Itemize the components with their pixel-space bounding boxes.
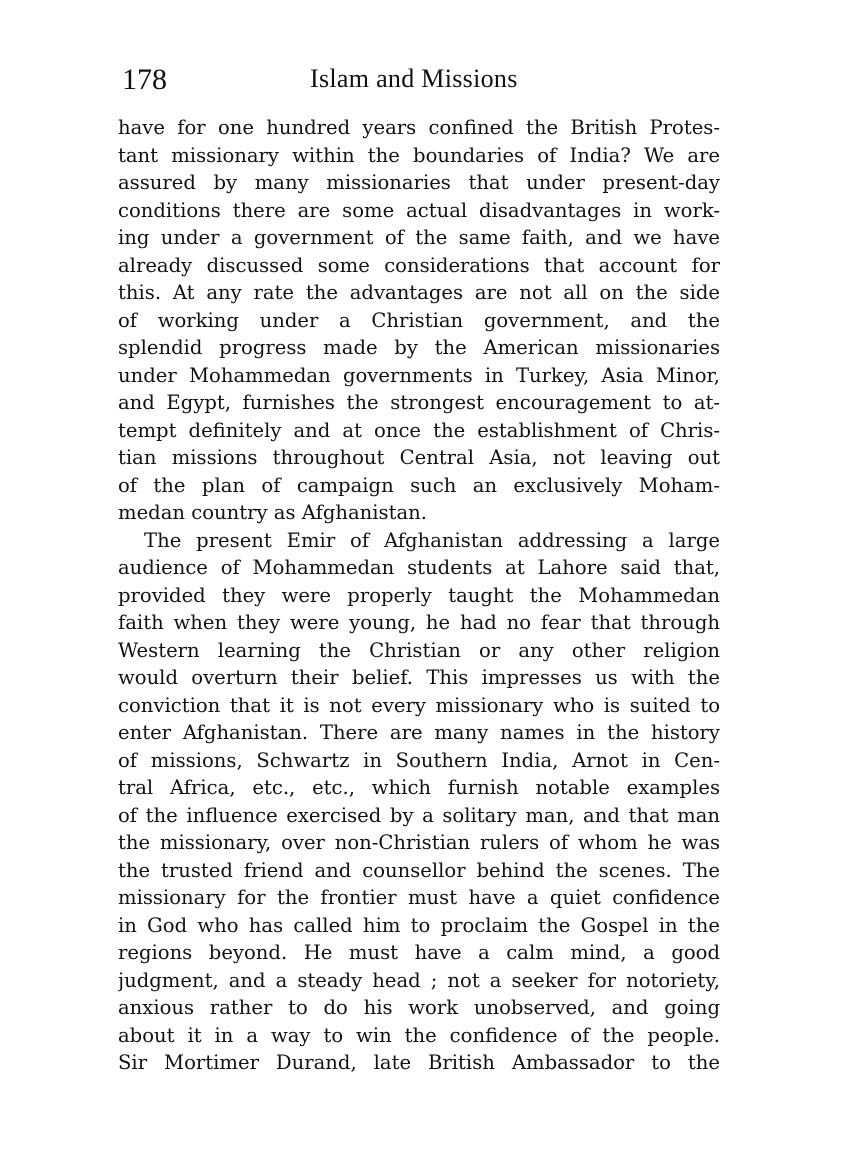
text-line: of missions, Schwartz in Southern India, Arnot in Cen- [118, 748, 720, 772]
text-line: the trusted friend and counsellor behind the scenes. The [118, 858, 720, 882]
text-line: medan country as Afghanistan. [118, 501, 428, 524]
text-line: the missionary, over non-Christian rulers of whom he was [118, 831, 720, 854]
text-line: and Egypt, furnishes the strongest encouragement to at- [118, 391, 720, 414]
text-line: The present Emir of Afghanistan addressing a large [144, 528, 720, 552]
text-line: regions beyond. He must have a calm mind, a good [118, 941, 720, 964]
text-line: faith when they were young, he had no fear that through [118, 611, 720, 634]
text-line: provided they were properly taught the Mohammedan [118, 583, 720, 607]
text-line: anxious rather to do his work unobserved, and going [118, 996, 720, 1019]
text-line: splendid progress made by the American missionaries [118, 336, 720, 359]
text-line: under Mohammedan governments in Turkey, Asia Minor, [118, 363, 720, 387]
text-line: tral Africa, etc., etc., which furnish notable examples [118, 776, 720, 799]
text-line: this. At any rate the advantages are not all on the side [118, 281, 720, 304]
text-line: enter Afghanistan. There are many names in the history [118, 721, 720, 744]
text-line: judgment, and a steady head ; not a seeker for notoriety, [118, 968, 720, 992]
text-line: audience of Mohammedan students at Lahore said that, [118, 556, 720, 579]
text-line: conviction that it is not every missionary who is suited to [118, 693, 720, 717]
text-line: of working under a Christian government, and the [118, 308, 720, 332]
text-line: have for one hundred years confined the British Protes- [118, 116, 720, 139]
text-line: ing under a government of the same faith, and we have [118, 226, 720, 249]
page-number: 178 [122, 63, 167, 96]
text-line: of the influence exercised by a solitary man, and that man [118, 803, 720, 827]
text-line: Sir Mortimer Durand, late British Ambassador to the [118, 1051, 720, 1074]
text-line: tian missions throughout Central Asia, not leaving out [118, 446, 720, 469]
text-line: in God who has called him to proclaim the Gospel in the [118, 913, 720, 937]
text-line: conditions there are some actual disadvantages in work- [118, 198, 720, 222]
text-line: of the plan of campaign such an exclusively Moham- [118, 473, 720, 497]
running-title: Islam and Missions [310, 64, 518, 93]
running-head [118, 60, 720, 100]
text-line: missionary for the frontier must have a quiet confidence [118, 886, 720, 909]
body-text [118, 114, 720, 1077]
text-line: assured by many missionaries that under present-day [118, 171, 720, 194]
text-line: Western learning the Christian or any other religion [118, 638, 720, 662]
text-line: already discussed some considerations that account for [118, 253, 720, 277]
text-line: would overturn their belief. This impresses us with the [118, 666, 720, 689]
text-line: tant missionary within the boundaries of India? We are [118, 143, 720, 167]
text-line: about it in a way to win the confidence of the people. [118, 1023, 720, 1047]
text-line: tempt definitely and at once the establishment of Chris- [118, 418, 720, 442]
